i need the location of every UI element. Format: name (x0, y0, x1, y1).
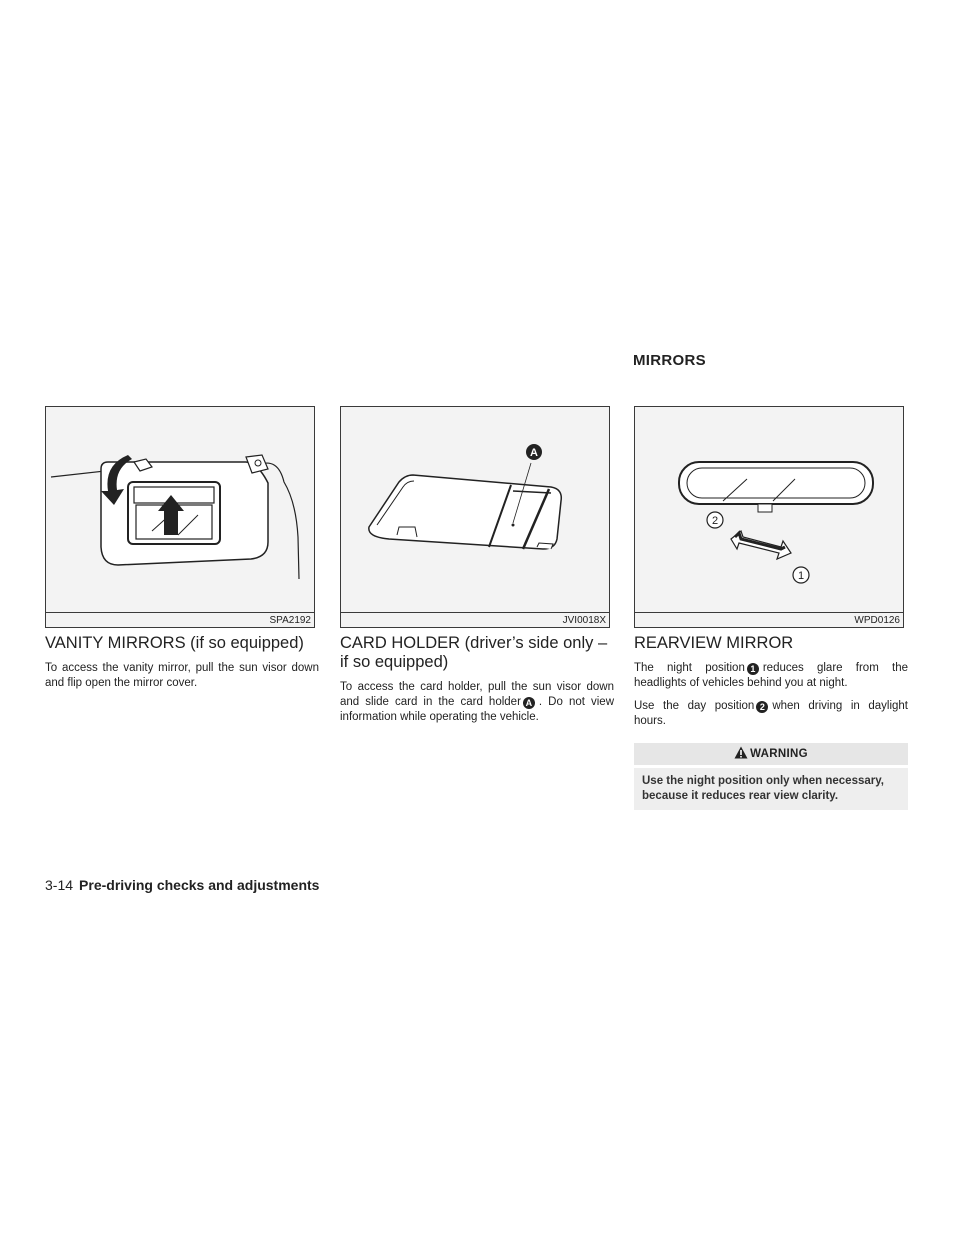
day-position-text-end: when driving in daylight hours. (634, 700, 908, 727)
day-position-text-start: Use the day position (634, 700, 755, 712)
callout-a-label: A (530, 447, 538, 459)
vanity-mirrors-heading: VANITY MIRRORS (if so equipped) (45, 634, 304, 652)
rearview-mirror-heading: REARVIEW MIRROR (634, 634, 794, 652)
figure-card-holder (340, 406, 610, 628)
warning-header (634, 743, 908, 765)
figure-code: JVI0018X (341, 612, 609, 627)
card-holder-text-start: To access the card holder, pull the sun visor down and slide card in the card holder (340, 681, 614, 708)
night-position-paragraph (634, 661, 908, 691)
rearview-mirror-illustration (635, 407, 904, 613)
card-holder-body (340, 680, 614, 725)
figure-vanity-mirror (45, 406, 315, 628)
vanity-mirrors-body: To access the vanity mirror, pull the sun visor down and flip open the mirror cover. (45, 662, 319, 689)
night-position-text-end: reduces glare from the headlights of vehicles behind you at night. (634, 662, 908, 689)
day-position-paragraph (634, 699, 908, 729)
card-holder-illustration (341, 407, 610, 613)
warning-box (634, 743, 908, 810)
callout-1-badge: 1 (747, 663, 759, 675)
figure-code: WPD0126 (635, 612, 903, 627)
warning-text: Use the night position only when necessary, because it reduces rear view clarity. (634, 768, 908, 810)
figure-rearview-mirror (634, 406, 904, 628)
vanity-mirrors-section (45, 634, 319, 699)
card-holder-heading: CARD HOLDER (driver’s side only – if so equipped) (340, 634, 608, 671)
rearview-mirror-section (634, 634, 908, 810)
callout-1-label: 1 (797, 570, 805, 582)
callout-2-badge: 2 (756, 701, 768, 713)
card-holder-text-end: . Do not view information while operating the vehicle. (340, 696, 614, 723)
page-number: 3-14 (45, 877, 74, 893)
card-holder-section (340, 634, 614, 733)
warning-triangle-icon (734, 746, 748, 759)
page-footer (45, 877, 319, 893)
figure-code: SPA2192 (46, 612, 314, 627)
section-title: MIRRORS (633, 352, 706, 369)
callout-a-badge: A (523, 697, 535, 709)
vanity-mirror-illustration (46, 407, 315, 613)
night-position-text-start: The night position (634, 662, 745, 674)
chapter-title: Pre-driving checks and adjustments (79, 877, 320, 893)
warning-label: WARNING (750, 748, 808, 760)
callout-2-label: 2 (711, 515, 719, 527)
